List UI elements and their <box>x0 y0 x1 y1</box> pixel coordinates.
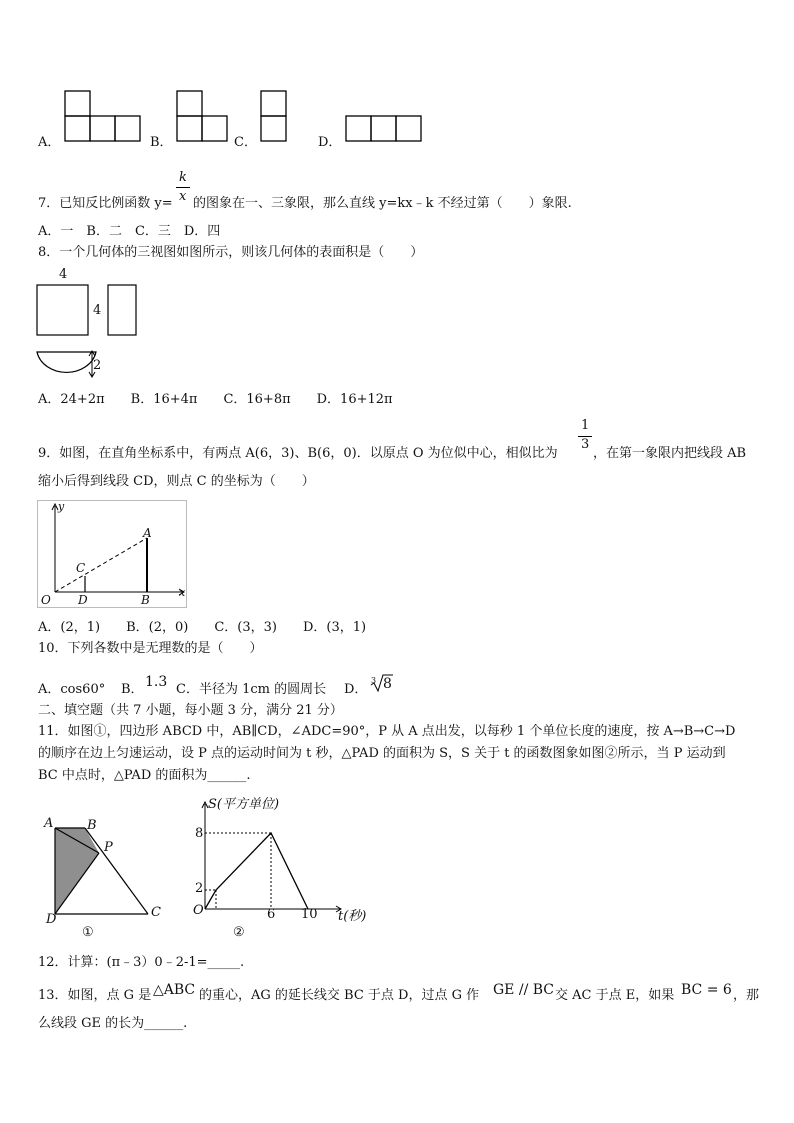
q9-label-A: A <box>143 526 152 540</box>
q6-option-c-figure <box>260 90 290 144</box>
q11-fig2-y8: 8 <box>195 826 204 841</box>
q13-parallel: GE // BC <box>493 982 554 998</box>
q9-label-x: x <box>179 586 186 599</box>
q8-dim-small: 2 <box>93 358 102 373</box>
q6-option-d-figure <box>345 115 425 145</box>
q9-line1-post: ，在第一象限内把线段 AB <box>593 446 747 461</box>
q8-top-view <box>37 352 96 372</box>
q11-fig1-label-C: C <box>151 905 161 920</box>
q10-stem: 10．下列各数中是无理数的是（ ） <box>38 641 263 656</box>
q10-option-d-label: D． <box>344 682 368 697</box>
q8-stem: 8．一个几何体的三视图如图所示，则该几何体的表面积是（ ） <box>38 245 424 260</box>
q11-figure-2-graph <box>190 800 350 920</box>
q6-option-b-label: B． <box>150 135 173 150</box>
q6-option-a-figure <box>64 90 142 144</box>
q7-options: A．一 B．二 C．三 D．四 <box>38 224 221 239</box>
q11-fig2-origin: O <box>193 903 204 918</box>
q8-options: A．24+2π B．16+4π C．16+8π D．16+12π <box>38 392 393 407</box>
q13-triangle: △ABC <box>153 982 196 998</box>
q10-option-c: C．半径为 1cm 的圆周长 <box>176 682 327 697</box>
q7-fraction-bar <box>176 187 190 188</box>
q13-mid2: 交 AC 于点 E，如果 <box>555 988 675 1003</box>
q7-stem-post: 的图象在一、三象限，那么直线 y=kx﹣k 不经过第（ ）象限. <box>193 196 572 211</box>
q11-line1: 11．如图①，四边形 ABCD 中，AB∥CD，∠ADC=90°，P 从 A 点出发，以每秒 1 个单位长度的速度，按 A→B→C→D <box>38 724 736 739</box>
q9-label-C: C <box>76 561 86 575</box>
q13-post: ，那 <box>733 988 760 1003</box>
q8-dim-side: 4 <box>93 303 102 318</box>
q9-fraction-denominator: 3 <box>581 437 590 452</box>
q13-mid: 的重心，AG 的延长线交 BC 于点 D，过点 G 作 <box>199 988 480 1003</box>
q13-line2: 么线段 GE 的长为______. <box>38 1016 188 1031</box>
q8-front-view <box>37 285 88 335</box>
q13-pre: 13．如图，点 G 是 <box>38 988 152 1003</box>
q10-option-a: A．cos60° <box>38 682 106 697</box>
q11-fig1-label-A: A <box>44 816 54 831</box>
q9-label-B: B <box>141 593 150 607</box>
q8-dim-top: 4 <box>59 267 68 282</box>
q11-fig1-label-D: D <box>46 912 57 927</box>
q11-fig2-x6: 6 <box>267 907 276 922</box>
q13-equation: BC = 6 <box>681 982 732 998</box>
q11-fig2-caption: ② <box>233 925 245 940</box>
q10-option-b-label: B． <box>121 682 144 697</box>
q10-option-d-radicand: 8 <box>383 676 392 692</box>
q6-option-d-label: D． <box>318 135 342 150</box>
q9-label-O: O <box>41 593 51 607</box>
q11-side-BC <box>85 828 148 914</box>
q11-line2: 的顺序在边上匀速运动，设 P 点的运动时间为 t 秒，△PAD 的面积为 S，S 关于 t 的函数图象如图②所示，当 P 运动到 <box>38 746 726 761</box>
q11-fig2-y2: 2 <box>195 881 204 896</box>
q8-three-views-figure <box>36 284 138 382</box>
q11-fig1-label-B: B <box>87 818 97 833</box>
q11-fig1-caption: ① <box>82 925 94 940</box>
q9-fraction-numerator: 1 <box>581 418 590 433</box>
q9-label-D: D <box>78 593 88 607</box>
q11-fig2-s-axis-label: S(平方单位) <box>208 797 280 812</box>
q9-options: A．(2，1) B．(2，0) C．(3，3) D．(3，1) <box>38 620 367 635</box>
q8-side-view <box>108 285 136 335</box>
q11-line3: BC 中点时，△PAD 的面积为______. <box>38 768 251 783</box>
q9-line1-pre: 9．如图，在直角坐标系中，有两点 A(6，3)、B(6，0)．以原点 O 为位似中心，相似比为 <box>38 446 558 461</box>
q9-coordinate-figure <box>37 500 187 608</box>
q6-option-b-figure <box>176 90 230 144</box>
section-2-title: 二、填空题（共 7 小题，每小题 3 分，满分 21 分） <box>38 703 343 718</box>
q11-fig1-label-P: P <box>104 840 113 855</box>
q10-option-d-index: 3 <box>371 676 377 685</box>
q9-line2: 缩小后得到线段 CD，则点 C 的坐标为（ ） <box>38 474 315 489</box>
q9-label-y: y <box>58 500 65 513</box>
q7-fraction-numerator: k <box>179 170 187 185</box>
q9-dashed-line-OA <box>55 538 147 592</box>
q7-fraction-denominator: x <box>179 189 187 204</box>
q7-stem-pre: 7．已知反比例函数 y= <box>38 196 173 211</box>
q11-fig2-t-axis-label: t(秒) <box>338 909 367 924</box>
q6-option-a-label: A． <box>38 135 61 150</box>
q6-option-c-label: C． <box>234 135 257 150</box>
q10-option-b-value: 1.3 <box>145 674 168 690</box>
q11-fig2-x10: 10 <box>301 907 318 922</box>
q11-graph-line <box>205 833 308 909</box>
question-12: 12．计算：(π﹣3）0﹣2-1=_____. <box>38 955 245 970</box>
